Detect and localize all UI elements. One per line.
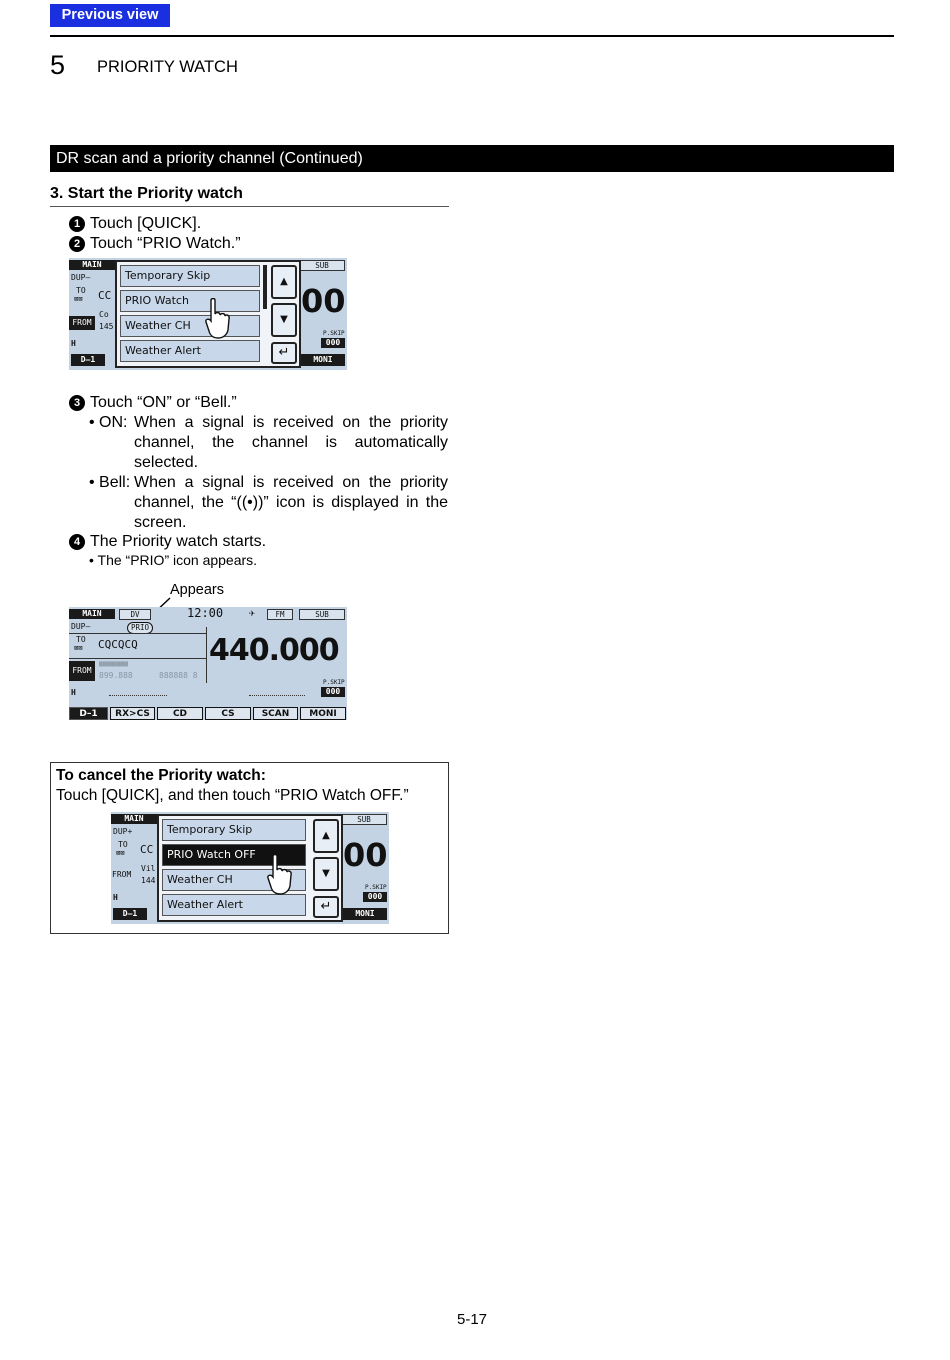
divider (206, 627, 207, 683)
menu-scrollbar[interactable] (263, 265, 267, 309)
step-1-text: Touch [QUICK]. (90, 215, 202, 232)
from-tag: FROM (69, 661, 95, 681)
radio-screen-priority-watch-active (69, 607, 347, 720)
to-callsign: CQCQCQ (98, 638, 138, 651)
from-tag: FROM (69, 316, 95, 330)
frequency-fragment: 00 (301, 282, 346, 320)
step-number-3: 3 (69, 395, 85, 411)
radio-screen-prio-watch (69, 258, 347, 370)
from-name-fragment: Vil (141, 864, 156, 873)
channel-number: 000 (321, 338, 345, 348)
clock-time: 12:00 (187, 607, 224, 620)
option-bell-text: When a signal is received on the priority channel, the “((•))” icon is displayed in the screen. (134, 474, 448, 531)
power-label: H (71, 339, 76, 348)
touching-hand-icon (205, 298, 231, 340)
to-label: TO (76, 635, 86, 644)
prio-icon: PRIO (127, 622, 153, 634)
menu-item-prio-watch[interactable]: PRIO Watch (120, 290, 260, 312)
moni-button[interactable]: MONI (301, 354, 345, 366)
dup-label: DUP– (71, 273, 91, 282)
from-frequency: 899.888 (99, 671, 133, 680)
sub-s-meter (249, 695, 305, 696)
sub-tag: SUB (299, 260, 345, 271)
to-label: TO (118, 840, 128, 849)
scroll-up-button[interactable]: ▲ (313, 819, 339, 853)
dv-tag: DV (119, 609, 151, 620)
step-2 (69, 234, 241, 254)
step3-heading: 3. Start the Priority watch (50, 185, 243, 202)
to-callsign-fragment: CC (140, 843, 154, 856)
main-tag: MAIN (111, 814, 157, 824)
step-number-1: 1 (69, 216, 85, 232)
cancel-title: To cancel the Priority watch: (56, 767, 266, 784)
to-label: TO (76, 286, 86, 295)
touching-hand-icon (267, 854, 293, 896)
sub-tag: SUB (341, 814, 387, 825)
pskip-label: P.SKIP (365, 884, 387, 891)
scan-button[interactable]: SCAN (253, 707, 298, 720)
cancel-text: Touch [QUICK], and then touch “PRIO Watch OFF.” (56, 787, 409, 804)
from-freq-fragment: 145 (99, 322, 114, 331)
scroll-down-button[interactable]: ▼ (313, 857, 339, 891)
d1-button[interactable]: D–1 (113, 908, 147, 920)
pskip-label: P.SKIP (323, 679, 345, 686)
moni-button[interactable]: MONI (300, 707, 346, 720)
step-3 (69, 393, 237, 413)
d1-button[interactable]: D–1 (69, 707, 108, 720)
to-icon: ⊠⊠ (74, 644, 83, 652)
sub-tag: SUB (299, 609, 345, 620)
step-2-text: Touch “PRIO Watch.” (90, 235, 241, 252)
divider (69, 633, 206, 634)
cd-button[interactable]: CD (157, 707, 203, 720)
quick-menu (157, 814, 343, 922)
main-tag: MAIN (69, 260, 115, 270)
step-3-text: Touch “ON” or “Bell.” (90, 394, 237, 411)
option-bell (89, 473, 449, 533)
cancel-note-box (50, 762, 449, 934)
power-label: H (113, 893, 118, 902)
menu-item-weather-alert[interactable]: Weather Alert (120, 340, 260, 362)
main-tag: MAIN (69, 609, 115, 619)
back-button[interactable]: ↵ (313, 896, 339, 918)
step-4 (69, 532, 266, 552)
from-callsign: ▩▩▩▩▩▩ (99, 659, 128, 668)
radio-screen-prio-watch-off (111, 812, 389, 924)
fm-tag: FM (267, 609, 293, 620)
divider (69, 658, 206, 659)
from-freq-fragment: 144 (141, 876, 156, 885)
menu-item-temporary-skip[interactable]: Temporary Skip (162, 819, 306, 841)
dup-label: DUP+ (113, 827, 133, 836)
scroll-up-button[interactable]: ▲ (271, 265, 297, 299)
top-rule (50, 35, 894, 37)
chapter-title: PRIORITY WATCH (97, 58, 238, 76)
section-title: DR scan and a priority channel (Continued) (50, 145, 894, 172)
gps-icon: ✈ (249, 608, 256, 619)
scroll-down-button[interactable]: ▼ (271, 303, 297, 337)
cs-button[interactable]: CS (205, 707, 251, 720)
main-frequency: 440.000 (209, 633, 339, 668)
prio-icon-note: • The “PRIO” icon appears. (89, 552, 258, 568)
step-4-text: The Priority watch starts. (90, 533, 267, 550)
s-meter (109, 695, 167, 696)
menu-item-weather-ch[interactable]: Weather CH (162, 869, 306, 891)
frequency-fragment: 00 (343, 836, 388, 874)
from-id: 888888 8 (159, 671, 198, 680)
from-name-fragment: Co (99, 310, 109, 319)
option-bell-label: • Bell: (89, 474, 131, 491)
moni-button[interactable]: MONI (343, 908, 387, 920)
dup-label: DUP– (71, 622, 91, 631)
menu-item-temporary-skip[interactable]: Temporary Skip (120, 265, 260, 287)
pskip-label: P.SKIP (323, 330, 345, 337)
to-callsign-fragment: CC (98, 289, 112, 302)
option-on-text: When a signal is received on the priority channel, the channel is automatically selected. (134, 414, 448, 471)
d1-button[interactable]: D–1 (71, 354, 105, 366)
step-1 (69, 214, 201, 234)
to-icon: ⊠⊠ (116, 849, 125, 857)
step-number-2: 2 (69, 236, 85, 252)
step-number-4: 4 (69, 534, 85, 550)
menu-item-prio-watch-off[interactable]: PRIO Watch OFF (162, 844, 306, 866)
page-number: 5-17 (456, 1311, 488, 1328)
to-icon: ⊠⊠ (74, 295, 83, 303)
channel-number: 000 (363, 892, 387, 902)
option-on (89, 413, 449, 473)
menu-item-weather-alert[interactable]: Weather Alert (162, 894, 306, 916)
chapter-number: 5 (50, 50, 66, 80)
appears-callout: Appears (170, 582, 225, 598)
power-label: H (71, 688, 76, 697)
step3-rule (50, 206, 449, 207)
rx-cs-button[interactable]: RX>CS (110, 707, 155, 720)
from-label: FROM (112, 870, 132, 879)
option-on-label: • ON: (89, 414, 128, 431)
channel-number: 000 (321, 687, 345, 697)
back-button[interactable]: ↵ (271, 342, 297, 364)
menu-item-weather-ch[interactable]: Weather CH (120, 315, 260, 337)
previous-view-button[interactable]: Previous view (50, 4, 170, 27)
